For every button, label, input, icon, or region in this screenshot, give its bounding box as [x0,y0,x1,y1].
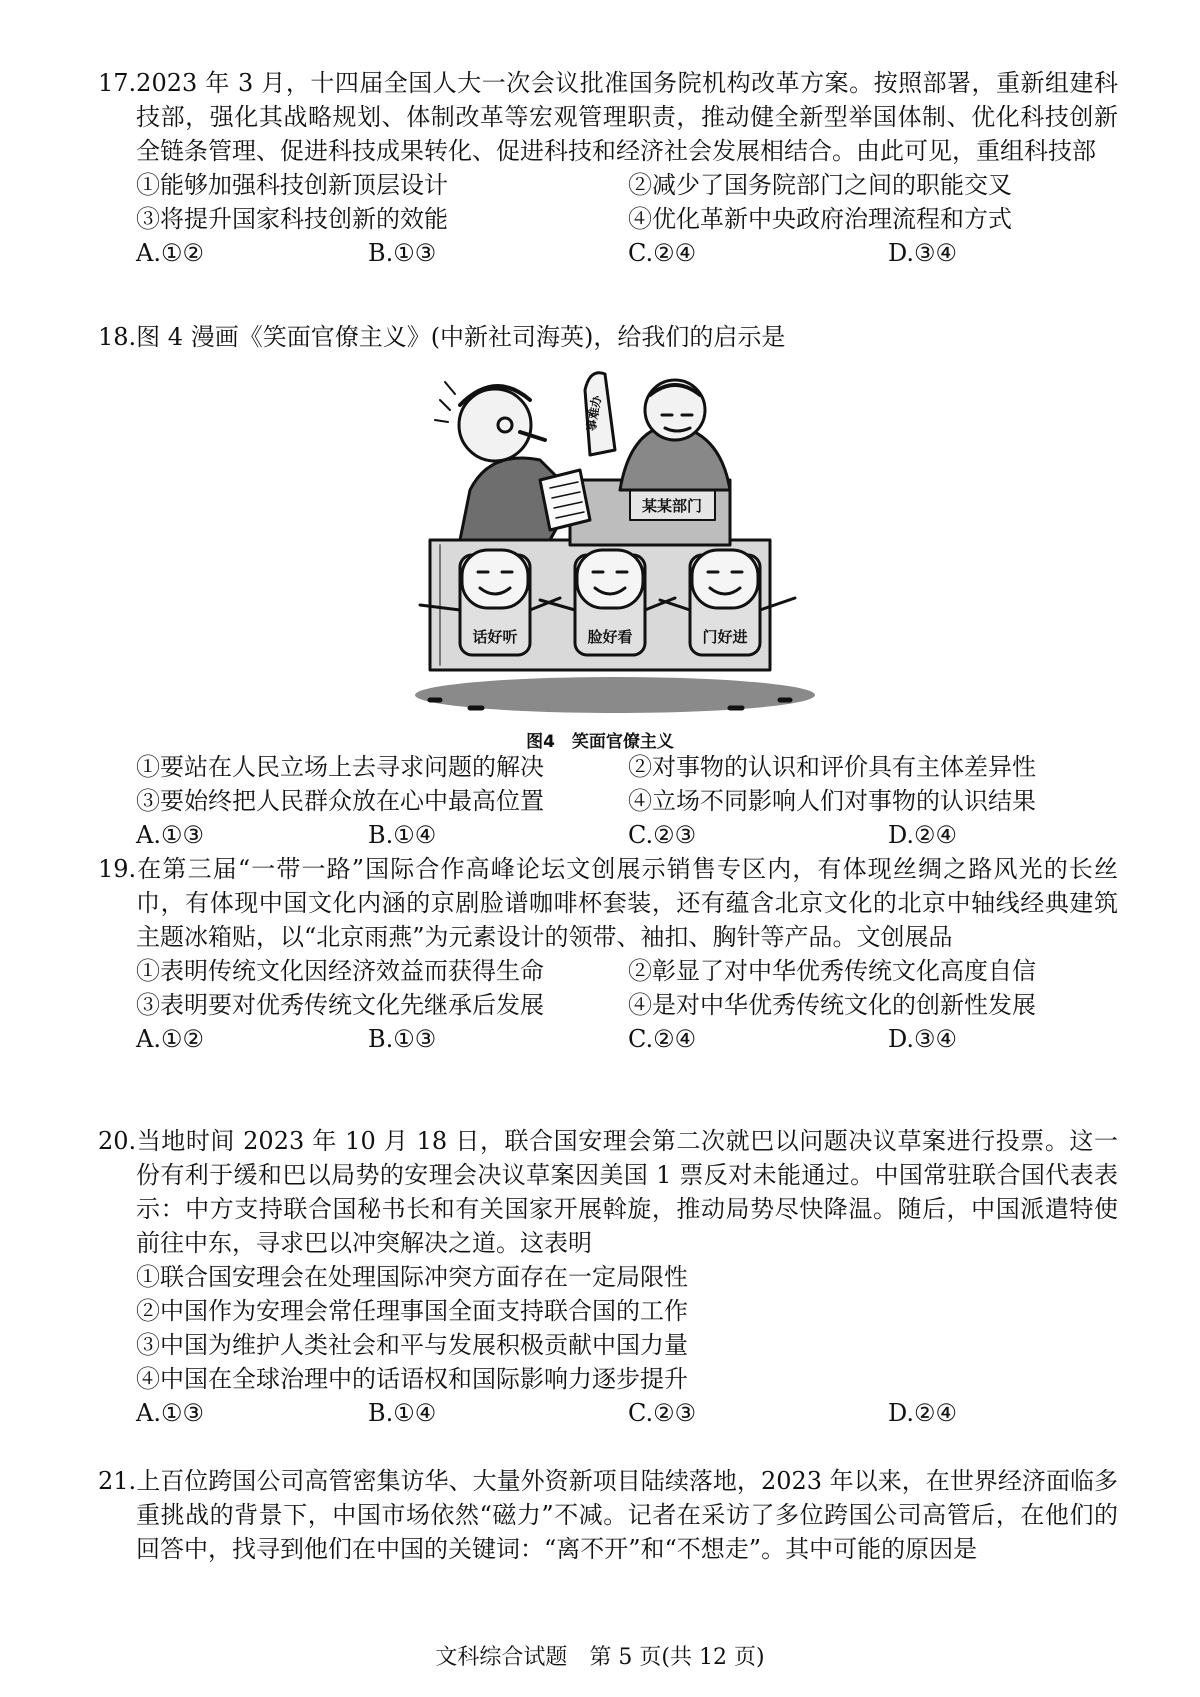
choice: D.②④ [888,1399,958,1427]
question-stem: 18.图 4 漫画《笑面官僚主义》(中新社司海英)，给我们的启示是 [98,323,786,351]
choice: B.①④ [368,1399,437,1427]
options-row [98,988,1118,1022]
question-19 [98,852,1118,1056]
choice: C.②④ [628,1025,697,1053]
choice: D.③④ [888,1025,958,1053]
options-row [98,750,1118,784]
option: ①能够加强科技创新顶层设计 [136,171,448,199]
options-row [98,168,1118,202]
option: ④优化革新中央政府治理流程和方式 [628,205,1012,233]
option: ④立场不同影响人们对事物的认识结果 [628,787,1036,815]
option: ②中国作为安理会常任理事国全面支持联合国的工作 [136,1297,688,1325]
options-row [98,954,1118,988]
choice: A.①② [136,1025,204,1053]
choice: D.③④ [888,239,958,267]
question-18 [98,320,1118,354]
answer-choices [98,236,1118,270]
question-17 [98,66,1118,270]
options-row [98,202,1118,236]
hand-label: 事难办 [584,394,605,433]
option: ④中国在全球治理中的话语权和国际影响力逐步提升 [136,1365,688,1393]
answer-choices [98,818,1118,852]
option: ①要站在人民立场上去寻求问题的解决 [136,753,544,781]
cartoon-figure [400,370,820,720]
figure-label: 脸好看 [587,628,633,646]
option: ②彰显了对中华优秀传统文化高度自信 [628,957,1036,985]
figure-label: 话好听 [472,628,518,646]
option: ②对事物的认识和评价具有主体差异性 [628,753,1036,781]
option: ②减少了国务院部门之间的职能交叉 [628,171,1012,199]
options-row [98,784,1118,818]
option: ③表明要对优秀传统文化先继承后发展 [136,991,544,1019]
figure-caption: 图4 笑面官僚主义 [526,732,674,752]
question-18-options [98,750,1118,852]
choice: C.②④ [628,239,697,267]
option: ④是对中华优秀传统文化的创新性发展 [628,991,1036,1019]
choice: A.①② [136,239,204,267]
option: ①联合国安理会在处理国际冲突方面存在一定局限性 [136,1263,688,1291]
answer-choices [98,1396,1118,1430]
choice: B.①④ [368,821,437,849]
choice: D.②④ [888,821,958,849]
question-stem: 19.在第三届“一带一路”国际合作高峰论坛文创展示销售专区内，有体现丝绸之路风光的长丝巾，有体现中国文化内涵的京剧脸谱咖啡杯套装，还有蕴含北京文化的北京中轴线经典建筑主题冰箱贴，以“北京雨燕”为元素设计的领带、袖扣、胸针等产品。文创展品 [98,855,1118,951]
choice: A.①③ [136,821,204,849]
choice: B.①③ [368,1025,437,1053]
page-footer: 文科综合试题 第 5 页(共 12 页) [435,1645,765,1670]
question-stem: 21.上百位跨国公司高管密集访华、大量外资新项目陆续落地，2023 年以来，在世界经济面临多重挑战的背景下，中国市场依然“磁力”不减。记者在采访了多位跨国公司高管后，在他们的回答中，找寻到他们在中国的关键词：“离不开”和“不想走”。其中可能的原因是 [98,1467,1118,1563]
choice: B.①③ [368,239,437,267]
answer-choices [98,1022,1118,1056]
choice: A.①③ [136,1399,204,1427]
figure-label: 门好进 [702,628,748,646]
question-21 [98,1464,1118,1566]
sign-label: 某某部门 [641,497,703,515]
option: ③将提升国家科技创新的效能 [136,205,448,233]
option: ③要始终把人民群众放在心中最高位置 [136,787,544,815]
question-20 [98,1124,1118,1430]
option: ③中国为维护人类社会和平与发展积极贡献中国力量 [136,1331,688,1359]
choice: C.②③ [628,821,697,849]
option: ①表明传统文化因经济效益而获得生命 [136,957,544,985]
choice: C.②③ [628,1399,697,1427]
question-stem: 20.当地时间 2023 年 10 月 18 日，联合国安理会第二次就巴以问题决议草案进行投票。这一份有利于缓和巴以局势的安理会决议草案因美国 1 票反对未能通过。中国常驻联合国代表表示：中方支持联合国秘书长和有关国家开展斡旋，推动局势尽快降温。随后，中国派遣特使前往中东，寻求巴以冲突解决之道。这表明 [98,1127,1118,1257]
question-stem: 17.2023 年 3 月，十四届全国人大一次会议批准国务院机构改革方案。按照部署，重新组建科技部，强化其战略规划、体制改革等宏观管理职责，推动健全新型举国体制、优化科技创新全链条管理、促进科技成果转化、促进科技和经济社会发展相结合。由此可见，重组科技部 [98,69,1118,165]
